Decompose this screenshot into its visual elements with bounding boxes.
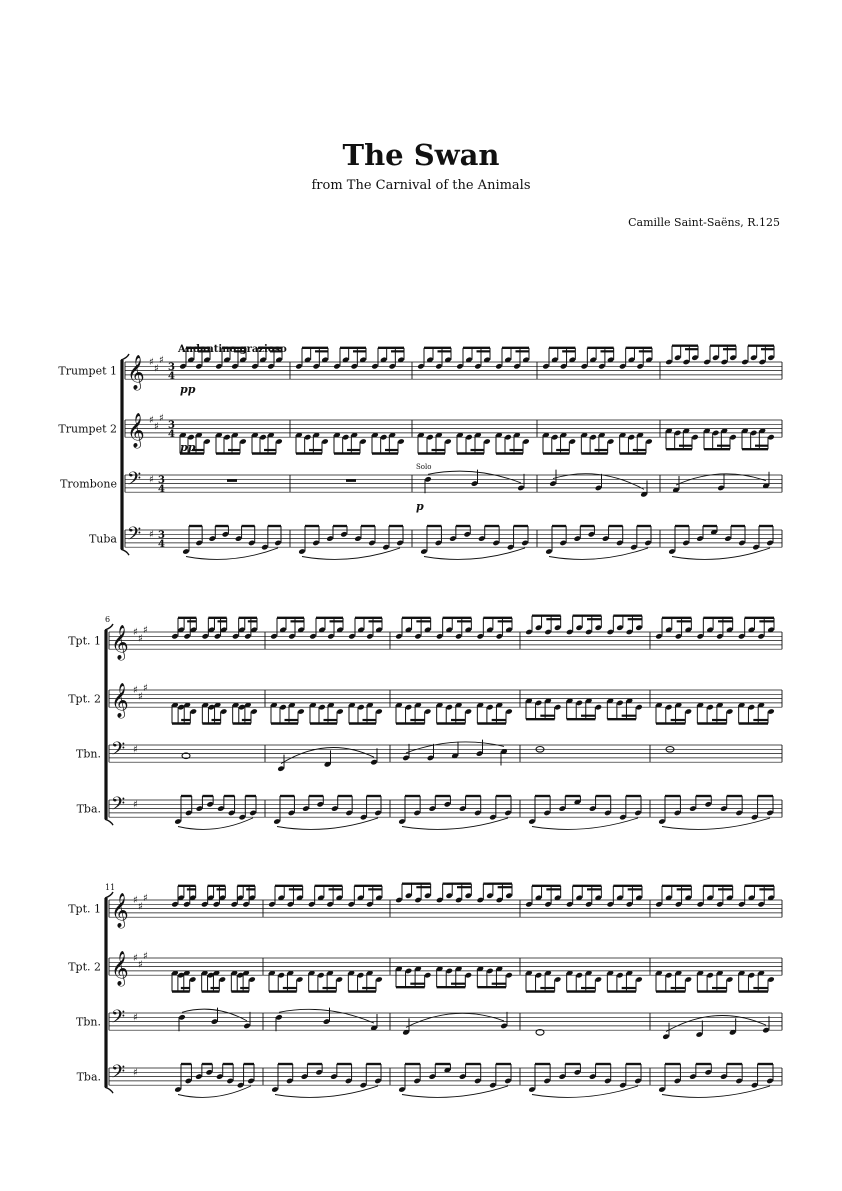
sharp-icon: ♯ bbox=[154, 421, 159, 433]
instrument-label: Trumpet 1 bbox=[58, 364, 117, 378]
instrument-label: Tpt. 2 bbox=[68, 692, 101, 706]
slur bbox=[532, 818, 638, 830]
slur bbox=[672, 548, 770, 560]
sharp-icon: ♯ bbox=[149, 529, 154, 541]
staff-4 bbox=[77, 794, 782, 829]
sharp-icon: ♯ bbox=[154, 363, 159, 375]
bass-clef-icon: 𝄢 bbox=[127, 524, 142, 550]
measure-number: 6 bbox=[105, 615, 111, 624]
time-signature-numerator: 3 bbox=[158, 530, 165, 541]
composer-credit: Camille Saint-Saëns, R.125 bbox=[628, 216, 780, 229]
bass-clef-icon: 𝄢 bbox=[127, 469, 142, 495]
sharp-icon: ♯ bbox=[133, 953, 138, 964]
sharp-icon: ♯ bbox=[149, 474, 154, 486]
instrument-label: Tuba bbox=[88, 532, 117, 546]
treble-clef-icon: 𝄞 bbox=[111, 683, 129, 719]
treble-clef-icon: 𝄞 bbox=[127, 413, 145, 449]
slur bbox=[281, 748, 374, 764]
bracket-hook-bottom bbox=[105, 1087, 113, 1093]
slur bbox=[275, 1086, 378, 1098]
time-signature-numerator: 3 bbox=[168, 420, 175, 431]
instrument-label: Trumpet 2 bbox=[58, 422, 117, 436]
time-signature-denominator: 4 bbox=[158, 539, 165, 550]
slur bbox=[662, 818, 770, 830]
treble-clef-icon: 𝄞 bbox=[127, 355, 145, 391]
slur bbox=[178, 1086, 251, 1098]
time-signature-denominator: 4 bbox=[158, 484, 165, 495]
slur bbox=[406, 742, 504, 753]
instrument-label: Tba. bbox=[76, 1070, 101, 1084]
staff-2 bbox=[68, 951, 782, 992]
sharp-icon: ♯ bbox=[149, 357, 154, 368]
treble-clef-icon: 𝄞 bbox=[111, 625, 129, 661]
staff-2 bbox=[68, 683, 782, 724]
dynamic-marking: p bbox=[416, 500, 424, 514]
bass-clef-icon: 𝄢 bbox=[111, 1062, 126, 1088]
slur bbox=[277, 818, 378, 830]
score-title: The Swan bbox=[342, 138, 500, 172]
instrument-label: Tpt. 1 bbox=[68, 902, 101, 916]
slur bbox=[666, 1016, 766, 1032]
bass-clef-icon: 𝄢 bbox=[111, 794, 126, 820]
instrument-label: Tba. bbox=[76, 802, 101, 816]
staff-1 bbox=[68, 884, 782, 930]
sharp-icon: ♯ bbox=[138, 691, 143, 703]
bracket-hook-bottom bbox=[121, 549, 129, 555]
slur bbox=[424, 548, 525, 560]
slur bbox=[662, 1086, 770, 1098]
staff-4 bbox=[89, 524, 782, 559]
staff-system bbox=[68, 883, 782, 1097]
measure-number: 11 bbox=[105, 883, 116, 892]
sharp-icon: ♯ bbox=[133, 744, 138, 756]
sharp-icon: ♯ bbox=[133, 895, 138, 906]
slur bbox=[549, 548, 648, 560]
whole-rest bbox=[346, 479, 356, 482]
sharp-icon: ♯ bbox=[133, 1012, 138, 1024]
sharp-icon: ♯ bbox=[138, 633, 143, 645]
treble-clef-icon: 𝄞 bbox=[111, 951, 129, 987]
sharp-icon: ♯ bbox=[143, 950, 148, 962]
slur bbox=[186, 548, 278, 560]
sharp-icon: ♯ bbox=[133, 799, 138, 811]
score-subtitle: from The Carnival of the Animals bbox=[311, 178, 531, 193]
sharp-icon: ♯ bbox=[133, 627, 138, 638]
slur bbox=[428, 471, 521, 483]
time-signature-numerator: 3 bbox=[158, 475, 165, 486]
time-signature-denominator: 4 bbox=[168, 371, 175, 382]
sharp-icon: ♯ bbox=[149, 415, 154, 426]
slur bbox=[178, 818, 253, 830]
sharp-icon: ♯ bbox=[133, 1067, 138, 1079]
dynamic-marking: pp bbox=[180, 383, 196, 397]
instrument-label: Tbn. bbox=[76, 1015, 101, 1029]
staff-system bbox=[58, 344, 782, 559]
solo-marking: Solo bbox=[416, 463, 432, 471]
bracket-hook-bottom bbox=[105, 819, 113, 825]
staff-4 bbox=[77, 1062, 782, 1097]
sharp-icon: ♯ bbox=[143, 682, 148, 694]
staff-3 bbox=[76, 1007, 782, 1040]
sharp-icon: ♯ bbox=[138, 959, 143, 971]
time-signature-denominator: 4 bbox=[168, 429, 175, 440]
instrument-label: Tpt. 2 bbox=[68, 960, 101, 974]
staff-system bbox=[68, 615, 782, 829]
staff-2 bbox=[58, 413, 782, 454]
slur bbox=[532, 1086, 638, 1098]
sharp-icon: ♯ bbox=[138, 901, 143, 913]
whole-rest bbox=[227, 479, 237, 482]
bass-clef-icon: 𝄢 bbox=[111, 739, 126, 765]
instrument-label: Trombone bbox=[60, 477, 117, 491]
sharp-icon: ♯ bbox=[143, 892, 148, 904]
bass-clef-icon: 𝄢 bbox=[111, 1007, 126, 1033]
sharp-icon: ♯ bbox=[159, 412, 164, 424]
instrument-label: Tpt. 1 bbox=[68, 634, 101, 648]
slur bbox=[406, 1013, 504, 1027]
slur bbox=[402, 818, 508, 830]
sharp-icon: ♯ bbox=[133, 685, 138, 696]
slur bbox=[182, 1009, 247, 1021]
instrument-label: Tbn. bbox=[76, 747, 101, 761]
tempo-marking: Andantino grazioso bbox=[178, 344, 287, 355]
sharp-icon: ♯ bbox=[159, 354, 164, 366]
staff-3 bbox=[60, 463, 782, 513]
slur bbox=[302, 548, 400, 560]
sharp-icon: ♯ bbox=[143, 624, 148, 636]
dynamic-marking: pp bbox=[180, 441, 196, 455]
slur bbox=[402, 1086, 508, 1098]
staff-3 bbox=[76, 739, 782, 772]
staff-1 bbox=[58, 346, 782, 397]
time-signature-numerator: 3 bbox=[168, 362, 175, 373]
staff-1 bbox=[68, 616, 782, 662]
treble-clef-icon: 𝄞 bbox=[111, 893, 129, 929]
